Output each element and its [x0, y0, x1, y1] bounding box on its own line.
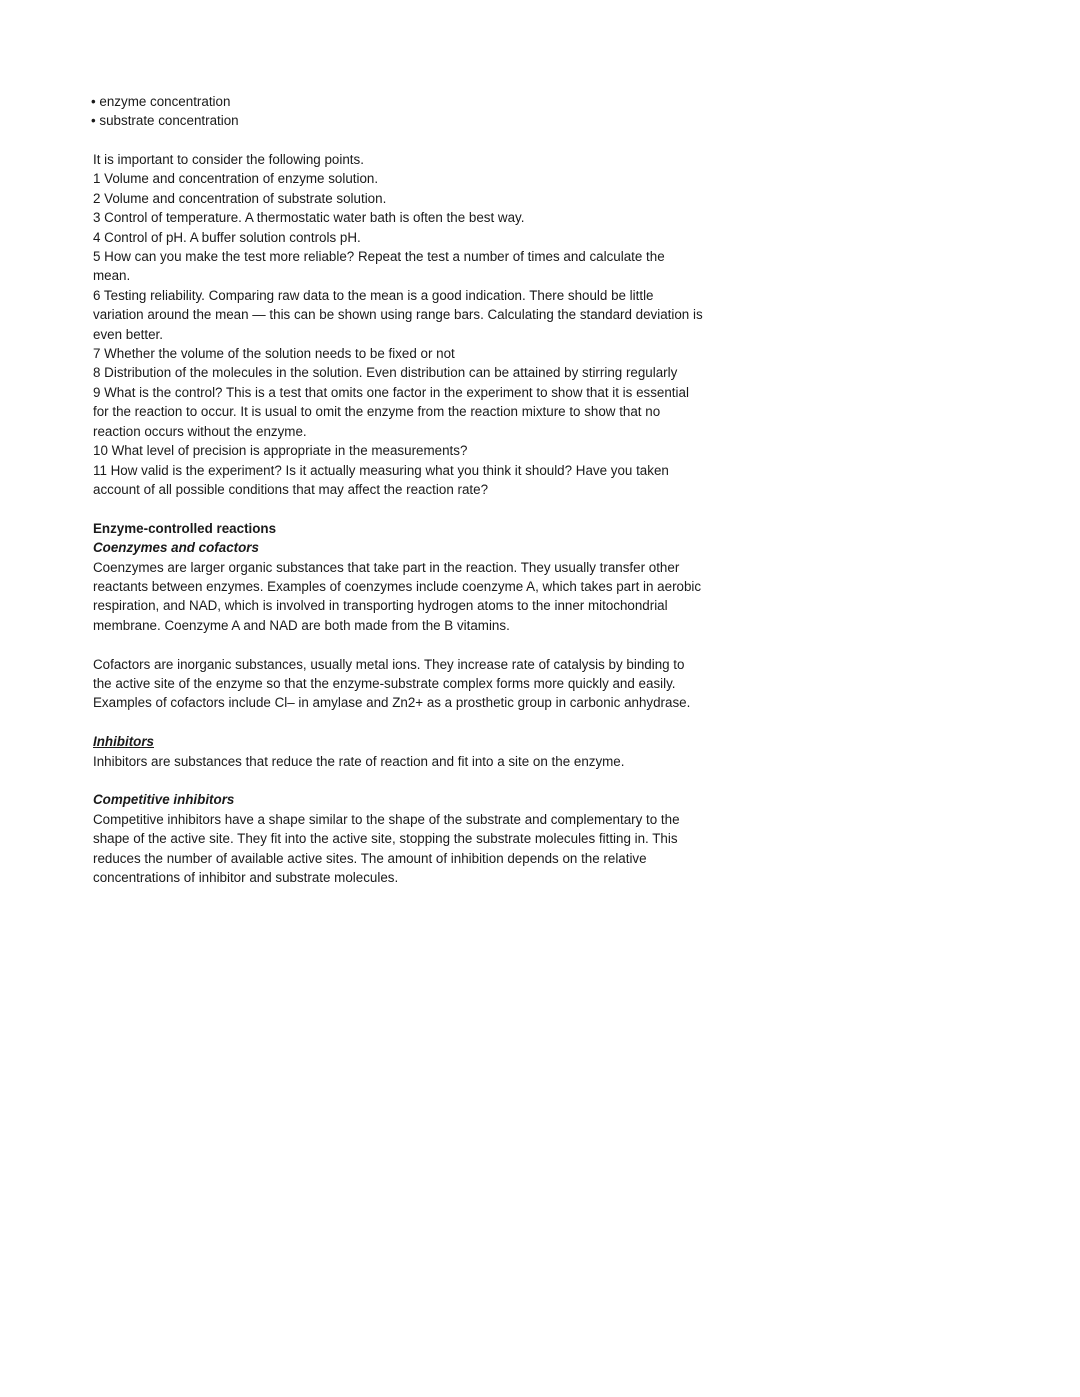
point-item: 3 Control of temperature. A thermostatic water bath is often the best way. — [93, 210, 525, 226]
factor-bullet-list — [91, 92, 239, 131]
point-item: 5 How can you make the test more reliable? Repeat the test a number of times and calculate the mean. — [93, 249, 665, 284]
section-heading: Enzyme-controlled reactions — [93, 520, 277, 536]
cofactors-paragraph: Cofactors are inorganic substances, usually metal ions. They increase rate of catalysis by binding to the active site of the enzyme so that the enzyme-substrate complex forms more quickly and easily. Examples of cofactors include Cl– in amylase and Zn2+ as a prosthetic group in carbonic anhydrase. — [93, 656, 691, 711]
inhibitors-paragraph: Inhibitors are substances that reduce the rate of reaction and fit into a site on the enzyme. — [93, 753, 625, 769]
document-body — [93, 150, 703, 887]
competitive-inhibitors-paragraph: Competitive inhibitors have a shape similar to the shape of the substrate and complementary to the shape of the active site. They fit into the active site, stopping the substrate molecules fitting in. This reduces the number of available active sites. The amount of inhibition depends on the relative concentrations of inhibitor and substrate molecules. — [93, 811, 680, 885]
point-item: 11 How valid is the experiment? Is it actually measuring what you think it should? Have you taken account of all possible conditions that may affect the reaction rate? — [93, 462, 669, 497]
bullet-item: • substrate concentration — [91, 113, 239, 129]
spacer — [93, 713, 703, 732]
point-item: 7 Whether the volume of the solution needs to be fixed or not — [93, 346, 455, 362]
competitive-inhibitors-heading: Competitive inhibitors — [93, 792, 235, 808]
spacer — [93, 499, 703, 518]
point-item: 9 What is the control? This is a test that omits one factor in the experiment to show that it is essential for the reaction to occur. It is usual to omit the enzyme from the reaction mixture to show that no reaction occurs without the enzyme. — [93, 384, 689, 439]
inhibitors-heading: Inhibitors — [93, 734, 154, 750]
section-subheading: Coenzymes and cofactors — [93, 540, 259, 556]
spacer — [93, 771, 703, 790]
point-item: 8 Distribution of the molecules in the solution. Even distribution can be attained by stirring regularly — [93, 365, 678, 381]
point-item: 10 What level of precision is appropriate in the measurements? — [93, 443, 468, 459]
bullet-item: • enzyme concentration — [91, 94, 231, 109]
point-item: 4 Control of pH. A buffer solution controls pH. — [93, 229, 361, 245]
point-item: 2 Volume and concentration of substrate solution. — [93, 190, 387, 206]
spacer — [93, 635, 703, 654]
points-intro: It is important to consider the following points. — [93, 152, 364, 167]
point-item: 1 Volume and concentration of enzyme solution. — [93, 171, 379, 187]
point-item: 6 Testing reliability. Comparing raw data to the mean is a good indication. There should be little variation around the mean — this can be shown using range bars. Calculating the standard deviation is even better. — [93, 287, 703, 342]
coenzymes-paragraph: Coenzymes are larger organic substances that take part in the reaction. They usually transfer other reactants between enzymes. Examples of coenzymes include coenzyme A, which takes part in aerobic respiration, and NAD, which is involved in transporting hydrogen atoms to the inner mitochondrial membrane. Coenzyme A and NAD are both made from the B vitamins. — [93, 559, 702, 633]
